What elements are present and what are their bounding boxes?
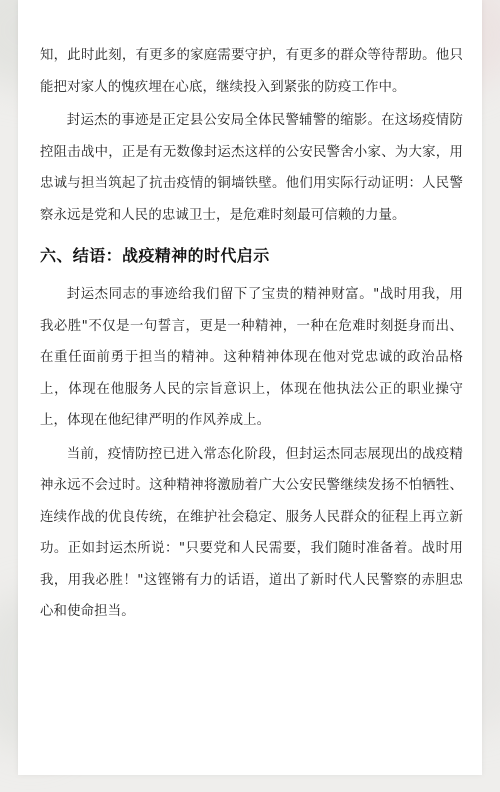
section-heading: 六、结语：战疫精神的时代启示 — [40, 246, 270, 265]
paragraph-2: 封运杰的事迹是正定县公安局全体民警辅警的缩影。在这场疫情防控阻击战中，正是有无数像封运杰这样的公安民警舍小家、为大家，用忠诚与担当筑起了抗击疫情的铜墙铁壁。他们用实际行动证明：人民警察永远是党和人民的忠诚卫士，是危难时刻最可信赖的力量。 — [40, 113, 463, 223]
document-page — [18, 0, 482, 775]
paragraph-1: 知，此时此刻，有更多的家庭需要守护，有更多的群众等待帮助。他只能把对家人的愧疚埋在心底，继续投入到紧张的防疫工作中。 — [40, 48, 463, 95]
paragraph-3: 封运杰同志的事迹给我们留下了宝贵的精神财富。"战时用我，用我必胜"不仅是一句誓言，更是一种精神，一种在危难时刻挺身而出、在重任面前勇于担当的精神。这种精神体现在他对党忠诚的政治品格上，体现在他服务人民的宗旨意识上，体现在他执法公正的职业操守上，体现在他纪律严明的作风养成上。 — [40, 287, 463, 428]
paragraph-4: 当前，疫情防控已进入常态化阶段，但封运杰同志展现出的战疫精神永远不会过时。这种精神将激励着广大公安民警继续发扬不怕牺牲、连续作战的优良传统，在维护社会稳定、服务人民群众的征程上再立新功。正如封运杰所说："只要党和人民需要，我们随时准备着。战时用我，用我必胜！"这铿锵有力的话语，道出了新时代人民警察的赤胆忠心和使命担当。 — [40, 446, 463, 619]
document-body — [40, 40, 463, 628]
